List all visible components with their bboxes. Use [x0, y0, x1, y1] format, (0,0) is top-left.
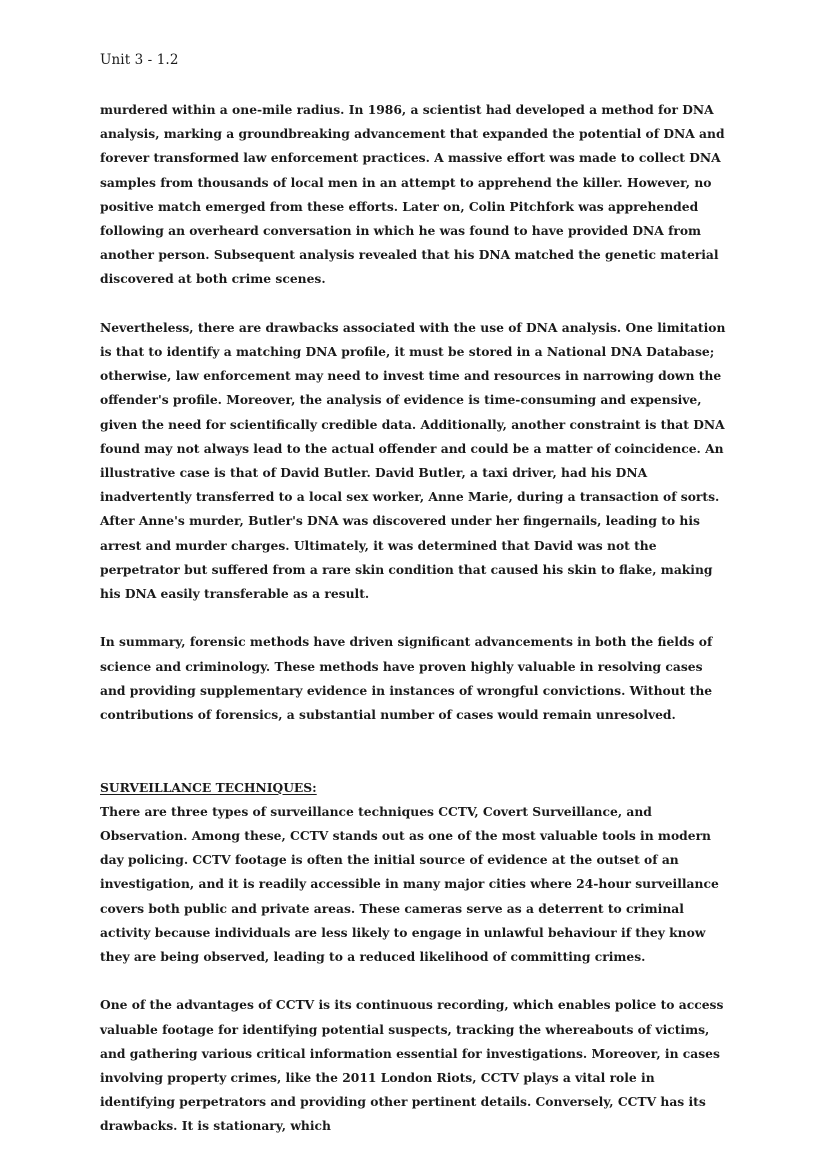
page-header: Unit 3 - 1.2: [100, 52, 179, 68]
section-spacer: [100, 727, 731, 775]
section-heading-surveillance: SURVEILLANCE TECHNIQUES:: [100, 779, 317, 795]
paragraph-spacer: [100, 969, 731, 993]
paragraph-spacer: [100, 292, 731, 316]
document-body: [100, 98, 731, 1139]
paragraph-spacer: [100, 606, 731, 630]
paragraph-forensics-summary: In summary, forensic methods have driven significant advancements in both the fields of science and criminology. These methods have proven highly valuable in resolving cases and providing supplementary evidence in instances of wrongful convictions. Without the contributions of forensics, a substantial number of cases would remain unresolved.: [100, 634, 713, 723]
paragraph-surveillance-intro: There are three types of surveillance techniques CCTV, Covert Surveillance, and Observation. Among these, CCTV stands out as one of the most valuable tools in modern day policing. CCTV footage is often the initial source of evidence at the outset of an investigation, and it is readily accessible in many major cities where 24-hour surveillance covers both public and private areas. These cameras serve as a deterrent to criminal activity because individuals are less likely to engage in unlawful behaviour if they know they are being observed, leading to a reduced likelihood of committing crimes.: [100, 803, 719, 965]
paragraph-dna-drawbacks: Nevertheless, there are drawbacks associated with the use of DNA analysis. One limitation is that to identify a matching DNA profile, it must be stored in a National DNA Database; otherwise, law enforcement may need to invest time and resources in narrowing down the offender's profile. Moreover, the analysis of evidence is time-consuming and expensive, given the need for scientifically credible data. Additionally, another constraint is that DNA found may not always lead to the actual offender and could be a matter of coincidence. An illustrative case is that of David Butler. David Butler, a taxi driver, had his DNA inadvertently transferred to a local sex worker, Anne Marie, during a transaction of sorts. After Anne's murder, Butler's DNA was discovered under her fingernails, leading to his arrest and murder charges. Ultimately, it was determined that David was not the perpetrator but suffered from a rare skin condition that caused his skin to flake, making his DNA easily transferable as a result.: [100, 319, 726, 602]
paragraph-dna-pitchfork-case: murdered within a one-mile radius. In 1986, a scientist had developed a method for DNA analysis, marking a groundbreaking advancement that expanded the potential of DNA and forever transformed law enforcement practices. A massive effort was made to collect DNA samples from thousands of local men in an attempt to apprehend the killer. However, no positive match emerged from these efforts. Later on, Colin Pitchfork was apprehended following an overheard conversation in which he was found to have provided DNA from another person. Subsequent analysis revealed that his DNA matched the genetic material discovered at both crime scenes.: [100, 102, 725, 287]
paragraph-cctv-advantages: One of the advantages of CCTV is its continuous recording, which enables police to access valuable footage for identifying potential suspects, tracking the whereabouts of victims, and gathering various critical information essential for investigations. Moreover, in cases involving property crimes, like the 2011 London Riots, CCTV plays a vital role in identifying perpetrators and providing other pertinent details. Conversely, CCTV has its drawbacks. It is stationary, which: [100, 997, 724, 1134]
